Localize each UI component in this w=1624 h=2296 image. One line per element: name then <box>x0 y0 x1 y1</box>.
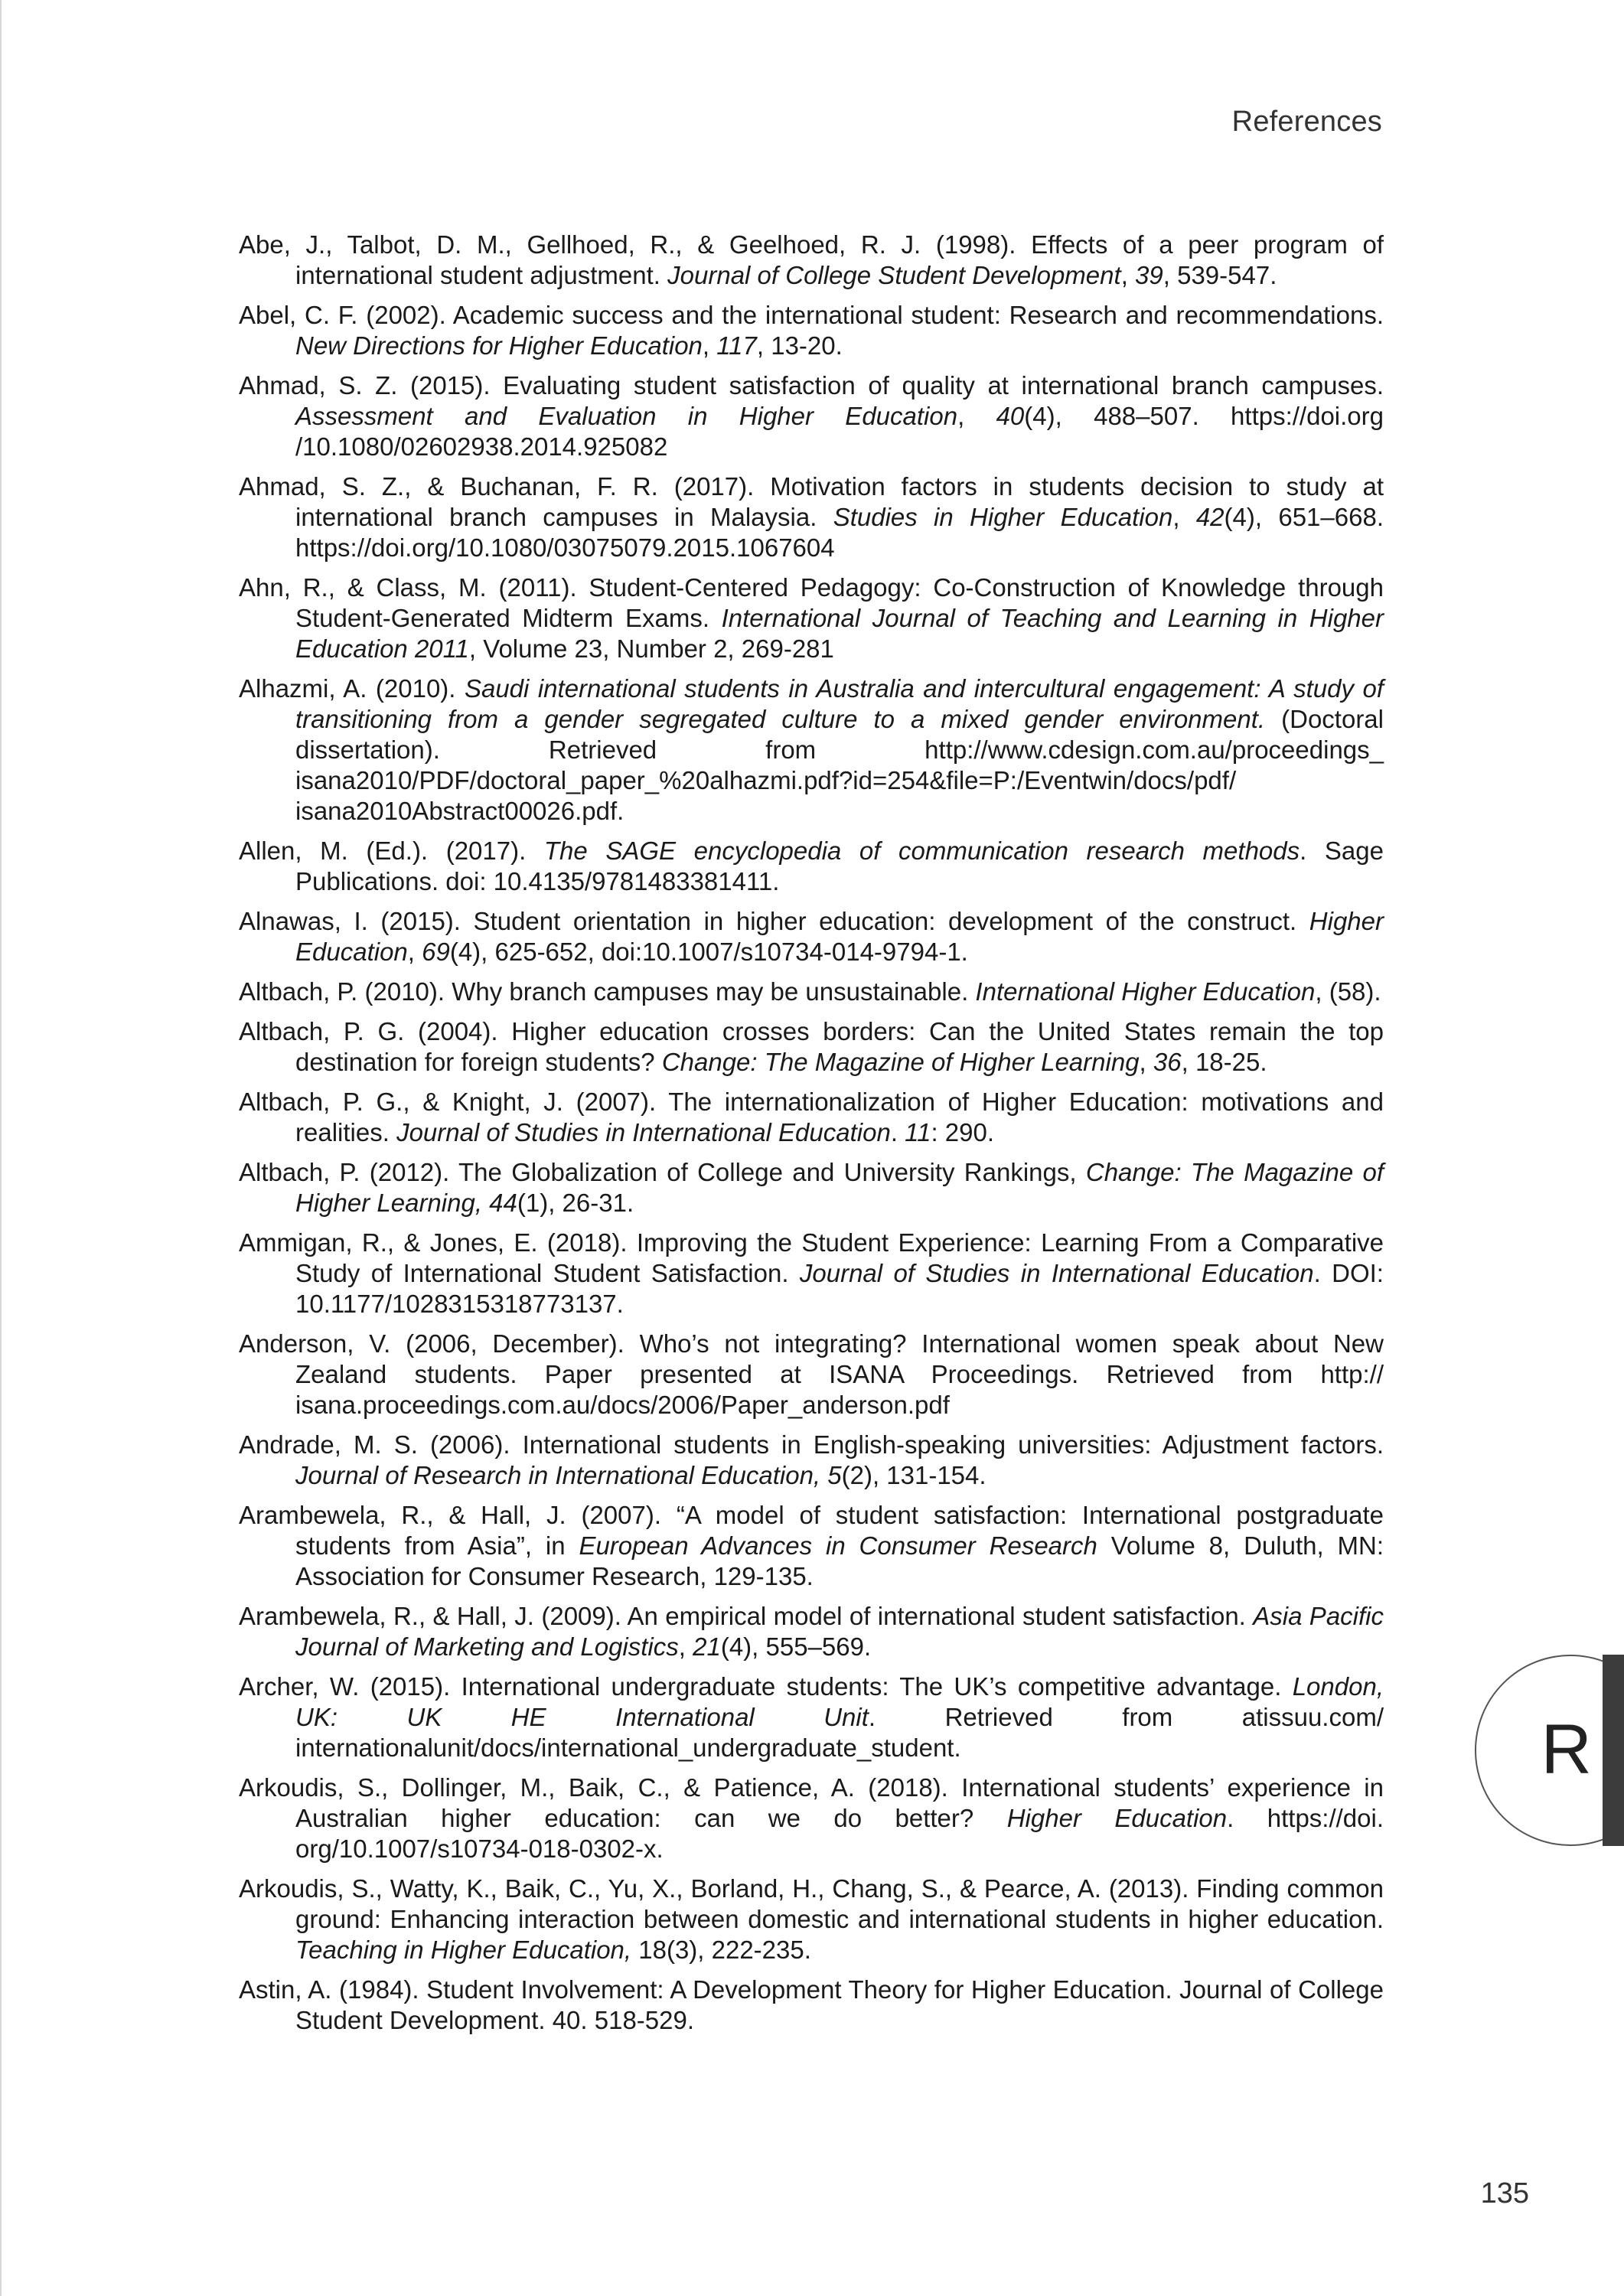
reference-text: . Retrieved from atissuu.com/ internationalunit/docs/international_undergraduate_student. <box>295 1703 1384 1762</box>
reference-text: Archer, W. (2015). International undergraduate students: The UK’s competitive advantage. <box>239 1672 1293 1701</box>
reference-text: Volume 8, Duluth, MN: Association for Consumer Research, 129-135. <box>295 1531 1384 1590</box>
reference-italic-text: Journal of Studies in International Education <box>396 1118 891 1146</box>
reference-italic-text: European Advances in Consumer Research <box>579 1531 1097 1560</box>
reference-text: , 539-547. <box>1163 261 1277 289</box>
reference-text: , (58). <box>1315 977 1381 1006</box>
reference-italic-text: 69 <box>422 938 450 966</box>
reference-text: Abel, C. F. (2002). Academic success and the international student: Research and recommendations. <box>239 301 1384 329</box>
reference-entry <box>239 906 1384 967</box>
reference-text: (4), 651–668. https://doi.org/10.1080/03075079.2015.1067604 <box>295 503 1384 562</box>
reference-italic-text: Assessment and Evaluation in Higher Education <box>295 402 958 430</box>
reference-italic-text: New Directions for Higher Education <box>295 331 703 360</box>
reference-text: , Volume 23, Number 2, 269-281 <box>468 634 834 663</box>
reference-italic-text: 11 <box>905 1118 931 1146</box>
reference-italic-text: Studies in Higher Education <box>833 503 1173 531</box>
reference-italic-text: Higher Education <box>295 907 1384 966</box>
reference-text: Altbach, P. (2012). The Globalization of College and University Rankings, <box>239 1158 1086 1186</box>
reference-text: , <box>702 331 717 360</box>
reference-entry <box>239 471 1384 563</box>
reference-text: , <box>1139 1048 1153 1076</box>
reference-text: Ammigan, R., & Jones, E. (2018). Improving the Student Experience: Learning From a Comparative Study of International Student Satisfaction. <box>239 1228 1384 1287</box>
reference-italic-text: Saudi international students in Australia and intercultural engagement: A study of transitioning from a gender segregated culture to a mixed gender environment. <box>295 674 1384 733</box>
reference-text: Arambewela, R., & Hall, J. (2009). An empirical model of international student satisfaction. <box>239 1602 1254 1630</box>
reference-entry <box>239 572 1384 664</box>
reference-text: Alnawas, I. (2015). Student orientation in higher education: development of the construct. <box>239 907 1309 935</box>
running-head: References <box>1231 106 1382 138</box>
reference-text: , 13-20. <box>756 331 843 360</box>
reference-text: . https://doi. org/10.1007/s10734-018-0302-x. <box>295 1804 1384 1863</box>
reference-entry <box>239 230 1384 291</box>
reference-entry <box>239 1228 1384 1319</box>
page-number: 135 <box>1480 2177 1529 2210</box>
reference-italic-text: 36 <box>1153 1048 1182 1076</box>
reference-entry <box>239 1773 1384 1864</box>
reference-text: . <box>890 1118 905 1146</box>
reference-text: Astin, A. (1984). Student Involvement: A Development Theory for Higher Education. Journal of College Student Development. 40. 518-529. <box>239 1975 1384 2034</box>
reference-entry <box>239 1671 1384 1763</box>
reference-italic-text: Teaching in Higher Education, <box>295 1936 632 1964</box>
reference-italic-text: Higher Education <box>1006 1804 1228 1832</box>
reference-text: , <box>957 402 996 430</box>
reference-italic-text: International Journal of Teaching and Learning in Higher Education 2011 <box>295 604 1384 663</box>
reference-text: Allen, M. (Ed.). (2017). <box>239 837 544 865</box>
reference-text: Altbach, P. G., & Knight, J. (2007). The internationalization of Higher Education: motivations and realities. <box>239 1088 1384 1146</box>
section-tab-letter: R <box>1541 1711 1592 1789</box>
reference-entry <box>239 300 1384 361</box>
reference-text: Altbach, P. (2010). Why branch campuses may be unsustainable. <box>239 977 976 1006</box>
reference-entry <box>239 1016 1384 1078</box>
reference-entry <box>239 1601 1384 1662</box>
reference-italic-text: 42 <box>1195 503 1225 531</box>
reference-text: , 18-25. <box>1181 1048 1267 1076</box>
reference-entry <box>239 1329 1384 1420</box>
reference-list <box>239 230 1384 2045</box>
reference-entry <box>239 1500 1384 1592</box>
reference-italic-text: 117 <box>716 331 757 360</box>
reference-entry <box>239 836 1384 897</box>
reference-text: , <box>1172 503 1196 531</box>
reference-italic-text: Change: The Magazine of Higher Learning, 44 <box>295 1158 1384 1217</box>
reference-italic-text: Journal of College Student Development <box>667 261 1121 289</box>
reference-entry <box>239 370 1384 462</box>
reference-text: 18(3), 222-235. <box>631 1936 811 1964</box>
reference-entry <box>239 1157 1384 1218</box>
reference-italic-text: Journal of Research in International Education, 5 <box>295 1461 842 1489</box>
reference-text: (4), 488–507. https://doi.org /10.1080/02602938.2014.925082 <box>295 402 1384 461</box>
reference-text: , <box>1120 261 1136 289</box>
reference-italic-text: The SAGE encyclopedia of communication research methods <box>543 837 1300 865</box>
reference-entry <box>239 1975 1384 2036</box>
reference-entry <box>239 673 1384 827</box>
reference-italic-text: Asia Pacific Journal of Marketing and Logistics <box>295 1602 1384 1661</box>
reference-text: . Sage Publications. doi: 10.4135/9781483381411. <box>295 837 1384 895</box>
reference-text: (Doctoral dissertation). Retrieved from http://www.cdesign.com.au/proceedings_ isana2010/PDF/doctoral_paper_%20alhazmi.pdf?id=254&file=P:/Eventwin/docs/pdf/ isana2010Abstract00026.pdf. <box>295 705 1384 825</box>
reference-text: : 290. <box>931 1118 995 1146</box>
reference-italic-text: 21 <box>693 1632 721 1661</box>
section-tab-bar <box>1603 1655 1624 1846</box>
reference-entry <box>239 1874 1384 1965</box>
reference-italic-text: Change: The Magazine of Higher Learning <box>661 1048 1140 1076</box>
reference-text: Abe, J., Talbot, D. M., Gellhoed, R., & Geelhoed, R. J. (1998). Effects of a peer program of international student adjustment. <box>239 230 1384 289</box>
reference-text: Anderson, V. (2006, December). Who’s not integrating? International women speak about New Zealand students. Paper presented at ISANA Proceedings. Retrieved from http:// isana.proceedings.com.au/docs/2006/Paper_anderson.pdf <box>239 1329 1384 1419</box>
reference-entry <box>239 1087 1384 1148</box>
reference-italic-text: 39 <box>1135 261 1163 289</box>
reference-text: Ahn, R., & Class, M. (2011). Student-Centered Pedagogy: Co-Construction of Knowledge through Student-Generated Midterm Exams. <box>239 573 1384 632</box>
reference-italic-text: London, UK: UK HE International Unit <box>295 1672 1384 1731</box>
reference-text: , <box>407 938 422 966</box>
reference-text: Ahmad, S. Z., & Buchanan, F. R. (2017). Motivation factors in students decision to study at international branch campuses in Malaysia. <box>239 472 1384 531</box>
reference-text: (1), 26-31. <box>517 1189 634 1217</box>
reference-text: (4), 555–569. <box>720 1632 872 1661</box>
reference-text: Arambewela, R., & Hall, J. (2007). “A model of student satisfaction: International postgraduate students from Asia”, in <box>239 1501 1384 1560</box>
reference-entry <box>239 977 1384 1007</box>
reference-text: Arkoudis, S., Watty, K., Baik, C., Yu, X., Borland, H., Chang, S., & Pearce, A. (2013). Finding common ground: Enhancing interaction between domestic and international students in higher education. <box>239 1874 1384 1933</box>
reference-text: . DOI: 10.1177/1028315318773137. <box>295 1259 1384 1318</box>
reference-text: , <box>678 1632 693 1661</box>
reference-italic-text: International Higher Education <box>975 977 1316 1006</box>
reference-italic-text: Journal of Studies in International Education <box>799 1259 1314 1287</box>
reference-text: Altbach, P. G. (2004). Higher education crosses borders: Can the United States remain the top destination for foreign students? <box>239 1017 1384 1076</box>
reference-text: Andrade, M. S. (2006). International students in English-speaking universities: Adjustment factors. <box>239 1430 1384 1459</box>
reference-italic-text: 40 <box>996 402 1025 430</box>
reference-text: Arkoudis, S., Dollinger, M., Baik, C., & Patience, A. (2018). International students’ experience in Australian higher education: can we do better? <box>239 1773 1384 1832</box>
reference-text: Ahmad, S. Z. (2015). Evaluating student satisfaction of quality at international branch campuses. <box>239 371 1384 400</box>
page-edge <box>0 0 2 2296</box>
reference-text: (2), 131-154. <box>841 1461 986 1489</box>
reference-text: (4), 625-652, doi:10.1007/s10734-014-9794-1. <box>449 938 968 966</box>
reference-text: Alhazmi, A. (2010). <box>239 674 465 703</box>
reference-entry <box>239 1430 1384 1491</box>
